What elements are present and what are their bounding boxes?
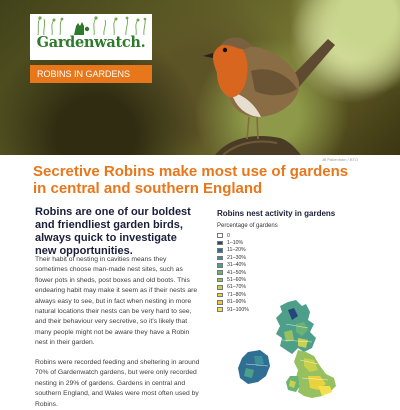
map-title: Robins nest activity in gardens	[217, 209, 336, 218]
legend-item	[217, 284, 249, 291]
legend-label: 21–30%	[227, 254, 247, 261]
legend-title: Percentage of gardens	[217, 223, 278, 229]
logo-plants-icon	[30, 14, 152, 36]
legend-swatch	[217, 248, 223, 253]
lead-paragraph: Robins are one of our boldest and friendliest garden birds, always quick to investigate new opportunities.	[35, 206, 191, 257]
logo-text: Gardenwatch.	[36, 34, 146, 51]
legend-item	[217, 239, 249, 246]
legend-label: 61–70%	[227, 284, 247, 291]
body-paragraph-1: Their habit of nesting in cavities means they sometimes choose man-made nest sites, such as flower pots in sheds, post boxes and old boots. This endearing habit may make it seem as if their nests are always easy to see, but in fact when nesting in more natural locations their nests can be very hard to see, and their behaviour very secretive, so it's likely that many people might not be aware they have a Robin nest in their garden.	[35, 256, 198, 347]
legend-swatch	[217, 285, 223, 290]
legend-swatch	[217, 241, 223, 246]
uk-nest-activity-map	[222, 300, 372, 400]
section-banner: ROBINS IN GARDENS	[30, 65, 152, 83]
legend-item	[217, 291, 249, 298]
legend-label: 31–40%	[227, 262, 247, 269]
legend-label: 81–90%	[227, 299, 247, 306]
legend-swatch	[217, 233, 223, 238]
photo-credit: Jill Pakenham / BTO	[321, 157, 358, 162]
legend-swatch	[217, 270, 223, 275]
hero-photo	[0, 0, 400, 155]
gardenwatch-logo	[30, 14, 152, 60]
legend-label: 0	[227, 232, 230, 239]
legend-item	[217, 262, 249, 269]
body-paragraph-2: Robins were recorded feeding and sheltering in around 70% of Gardenwatch gardens, but were only recorded nesting in 29% of gardens. Gardens in central and southern England, and Wales were most often used by Robins.	[35, 359, 200, 408]
legend-swatch	[217, 263, 223, 268]
legend-label: 1–10%	[227, 240, 244, 247]
legend-item	[217, 269, 249, 276]
legend-label: 41–50%	[227, 269, 247, 276]
legend-label: 91–100%	[227, 306, 249, 313]
legend-item	[217, 232, 249, 239]
legend-item	[217, 276, 249, 283]
robin-icon	[185, 5, 345, 155]
legend-label: 71–80%	[227, 291, 247, 298]
legend-swatch	[217, 256, 223, 261]
legend-swatch	[217, 293, 223, 298]
legend-item	[217, 247, 249, 254]
legend-label: 51–60%	[227, 277, 247, 284]
article-headline: Secretive Robins make most use of gardens in central and southern England	[33, 163, 349, 197]
map-region-ireland	[238, 350, 270, 384]
legend-item	[217, 254, 249, 261]
legend-label: 11–20%	[227, 247, 246, 254]
legend-swatch	[217, 278, 223, 283]
